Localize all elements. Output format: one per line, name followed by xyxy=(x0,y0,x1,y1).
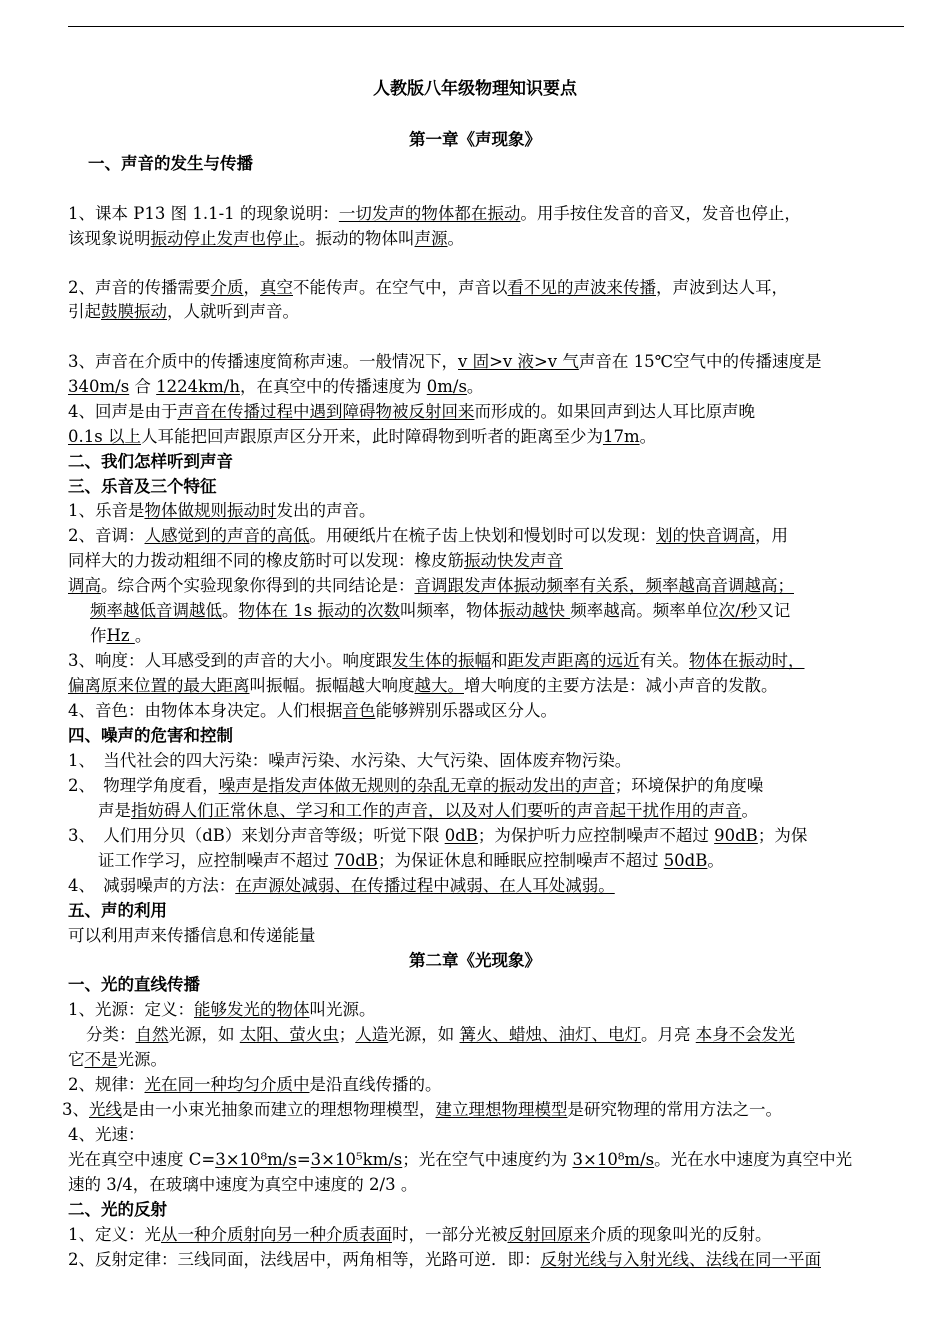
paragraph-line: 引起鼓膜振动，人就听到声音。 xyxy=(68,302,299,321)
paragraph-line: 2、声音的传播需要介质，真空不能传声。在空气中，声音以看不见的声波来传播，声波到达人耳， xyxy=(68,278,788,297)
paragraph-line: 调高。综合两个实验现象你得到的共同结论是：音调跟发声体振动频率有关系，频率越高音调越高； xyxy=(68,576,794,595)
section-heading: 五、声的利用 xyxy=(68,901,167,920)
paragraph-line: 2、反射定律：三线同面，法线居中，两角相等，光路可逆．即：反射光线与入射光线、法线在同一平面 xyxy=(68,1250,821,1269)
section-heading: 一、光的直线传播 xyxy=(68,975,200,994)
paragraph-line: 1、光源：定义：能够发光的物体叫光源。 xyxy=(68,1000,376,1019)
section-heading: 四、噪声的危害和控制 xyxy=(68,726,233,745)
paragraph-line: 4、光速： xyxy=(68,1125,145,1144)
paragraph-line: 3、响度：人耳感受到的声音的大小。响度跟发生体的振幅和距发声距离的远近有关。物体在振动时， xyxy=(68,651,805,670)
section-heading: 二、我们怎样听到声音 xyxy=(68,452,233,471)
paragraph-line: 1、课本 P13 图 1.1-1 的现象说明：一切发声的物体都在振动。用手按住发音的音叉，发音也停止， xyxy=(68,204,801,223)
paragraph-line: 证工作学习，应控制噪声不超过 70dB；为保证休息和睡眠应控制噪声不超过 50dB。 xyxy=(98,851,724,870)
paragraph-line: 同样大的力拨动粗细不同的橡皮筋时可以发现：橡皮筋振动快发声音 xyxy=(68,551,563,570)
paragraph-line: 3、声音在介质中的传播速度简称声速。一般情况下，v 固>v 液>v 气声音在 15℃空气中的传播速度是 xyxy=(68,352,822,371)
paragraph-line: 分类：自然光源，如 太阳、萤火虫；人造光源，如 篝火、蜡烛、油灯、电灯。月亮 本身不会发光 xyxy=(86,1025,795,1044)
paragraph-line: 4、回声是由于声音在传播过程中遇到障碍物被反射回来而形成的。如果回声到达人耳比原声晚 xyxy=(68,402,755,421)
paragraph-line: 1、 当代社会的四大污染：噪声污染、水污染、大气污染、固体废弃物污染。 xyxy=(68,751,632,770)
chapter-2-title: 第二章《光现象》 xyxy=(409,951,541,970)
paragraph-line: 速的 3/4，在玻璃中速度为真空中速度的 2/3 。 xyxy=(68,1175,418,1194)
section-heading: 二、光的反射 xyxy=(68,1200,167,1219)
paragraph-line: 1、乐音是物体做规则振动时发出的声音。 xyxy=(68,501,376,520)
paragraph-line: 3、 人们用分贝（dB）来划分声音等级；听觉下限 0dB；为保护听力应控制噪声不超过 90dB；为保 xyxy=(68,826,808,845)
paragraph-line: 340m/s 合 1224km/h，在真空中的传播速度为 0m/s。 xyxy=(68,377,484,396)
paragraph-line: 2、 物理学角度看，噪声是指发声体做无规则的杂乱无章的振动发出的声音；环境保护的角度噪 xyxy=(68,776,764,795)
paragraph-line: 作Hz 。 xyxy=(90,626,152,645)
paragraph-line: 可以利用声来传播信息和传递能量 xyxy=(68,926,316,945)
paragraph-line: 偏离原来位置的最大距离叫振幅。振幅越大响度越大。增大响度的主要方法是：减小声音的发散。 xyxy=(68,676,778,695)
paragraph-line: 4、 减弱噪声的方法：在声源处减弱、在传播过程中减弱、在人耳处减弱。 xyxy=(68,876,615,895)
paragraph-line: 该现象说明振动停止发声也停止。振动的物体叫声源。 xyxy=(68,229,464,248)
paragraph-line: 它不是光源。 xyxy=(68,1050,167,1069)
paragraph-line: 频率越低音调越低。物体在 1s 振动的次数叫频率，物体振动越快 频率越高。频率单位次/秒又记 xyxy=(90,601,791,620)
section-heading: 一、声音的发生与传播 xyxy=(88,154,253,173)
paragraph-line: 2、规律：光在同一种均匀介质中是沿直线传播的。 xyxy=(68,1075,442,1094)
paragraph-line: 1、定义：光从一种介质射向另一种介质表面时，一部分光被反射回原来介质的现象叫光的反射。 xyxy=(68,1225,772,1244)
paragraph-line: 声是指妨碍人们正常休息、学习和工作的声音，以及对人们要听的声音起干扰作用的声音。 xyxy=(98,801,758,820)
top-rule xyxy=(68,26,904,27)
paragraph-line: 4、音色：由物体本身决定。人们根据音色能够辨别乐器或区分人。 xyxy=(68,701,557,720)
page-title: 人教版八年级物理知识要点 xyxy=(373,79,577,99)
section-heading: 三、乐音及三个特征 xyxy=(68,477,217,496)
paragraph-line: 2、音调：人感觉到的声音的高低。用硬纸片在梳子齿上快划和慢划时可以发现：划的快音调高，用 xyxy=(68,526,788,545)
paragraph-line: 0.1s 以上人耳能把回声跟原声区分开来，此时障碍物到听者的距离至少为17m。 xyxy=(68,427,657,446)
paragraph-line: 3、光线是由一小束光抽象而建立的理想物理模型，建立理想物理模型是研究物理的常用方法之一。 xyxy=(62,1100,782,1119)
chapter-1-title: 第一章《声现象》 xyxy=(409,130,541,149)
paragraph-line: 光在真空中速度 C=3×10⁸m/s=3×10⁵km/s；光在空气中速度约为 3×10⁸m/s。光在水中速度为真空中光 xyxy=(68,1150,853,1169)
